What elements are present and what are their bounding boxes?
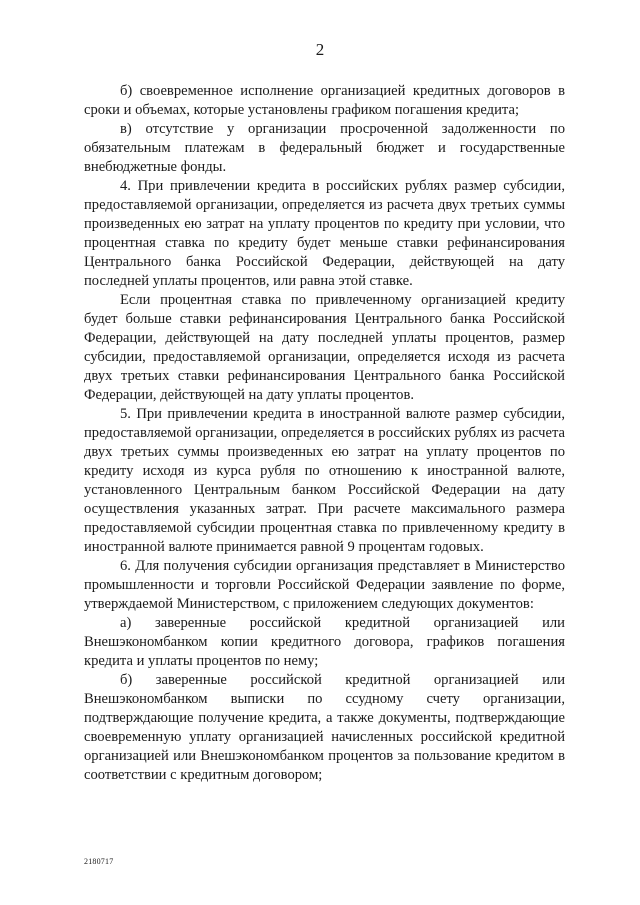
page-number: 2 <box>315 40 325 59</box>
paragraph-6-item-b: б) заверенные российской кредитной организацией или Внешэкономбанком выписки по ссудному счету организации, подтверждающие получение кредита, а также документы, подтверждающие своевременную уплату организацией начисленных российской кредитной организацией или Внешэкономбанком процентов за пользование кредитом в соответствии с кредитным договором; <box>84 672 565 783</box>
paragraph-5: 5. При привлечении кредита в иностранной валюте размер субсидии, предоставляемой организации, определяется в российских рублях из расчета двух третьих суммы произведенных ею затрат на уплату процентов по кредиту исходя из курса рубля по отношению к иностранной валюте, установленного Центральным банком Российской Федерации на дату осуществления указанных затрат. При расчете максимального размера предоставляемой субсидии процентная ставка по привлеченному кредиту в иностранной валюте принимается равной 9 процентам годовых. <box>84 406 565 555</box>
paragraph-4: 4. При привлечении кредита в российских рублях размер субсидии, предоставляемой организации, определяется из расчета двух третьих суммы произведенных ею затрат на уплату процентов по кредиту при условии, что процентная ставка по кредиту будет меньше ставки рефинансирования Центрального банка Российской Федерации, действующей на дату последней уплаты процентов, или равна этой ставке. <box>84 178 565 289</box>
document-body <box>84 82 565 785</box>
paragraph-item-b: б) своевременное исполнение организацией кредитных договоров в сроки и объемах, которые установлены графиком погашения кредита; <box>84 83 565 118</box>
footer-code: 2180717 <box>84 857 114 866</box>
paragraph-6-item-a: а) заверенные российской кредитной организацией или Внешэкономбанком копии кредитного договора, графиков погашения кредита и уплаты процентов по нему; <box>84 615 565 669</box>
paragraph-6: 6. Для получения субсидии организация представляет в Министерство промышленности и торговли Российской Федерации заявление по форме, утверждаемой Министерством, с приложением следующих документов: <box>84 558 565 612</box>
paragraph-item-v: в) отсутствие у организации просроченной задолженности по обязательным платежам в федеральный бюджет и государственные внебюджетные фонды. <box>84 121 565 175</box>
paragraph-4-continued: Если процентная ставка по привлеченному организацией кредиту будет больше ставки рефинансирования Центрального банка Российской Федерации, действующей на дату последней уплаты процентов, размер субсидии, предоставляемой организации, определяется исходя из расчета двух третьих ставки рефинансирования Центрального банка Российской Федерации, действующей на дату уплаты процентов. <box>84 292 565 403</box>
